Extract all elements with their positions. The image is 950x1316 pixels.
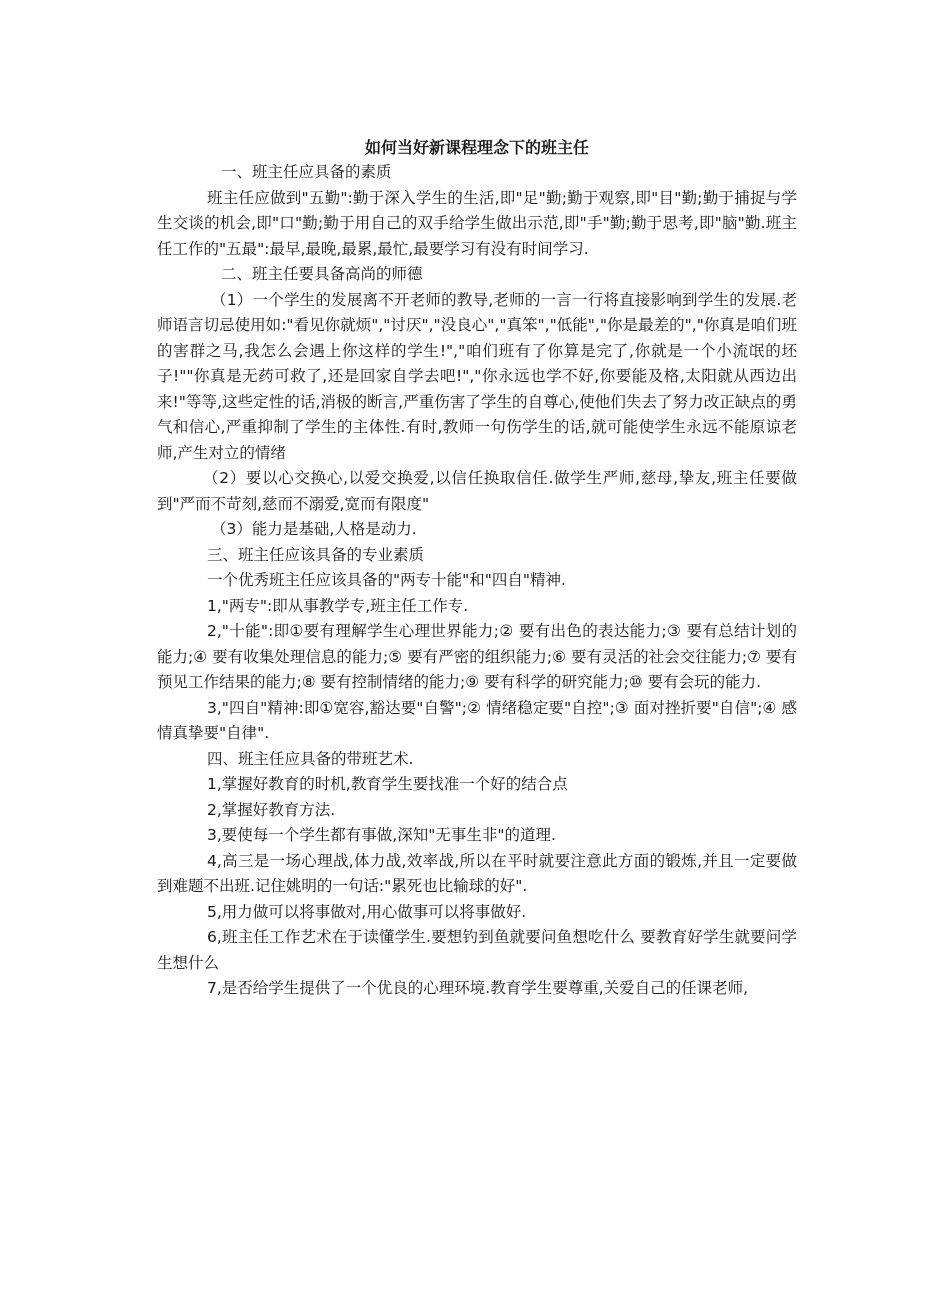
list-item-1: 1,掌握好教育的时机,教育学生要找准一个好的结合点 [207,775,568,793]
section-heading-3: 三、班主任应该具备的专业素质 [207,545,425,564]
section-heading-4: 四、班主任应具备的带班艺术. [207,749,414,768]
paragraph-item-3: （3）能力是基础,人格是动力. [211,520,417,538]
document-title: 如何当好新课程理念下的班主任 [364,138,589,157]
paragraph-two-specialties: 1,"两专":即从事教学专,班主任工作专. [207,596,469,615]
list-item-6: 6,班主任工作艺术在于读懂学生.要想钓到鱼就要问鱼想吃什么 要教育好学生就要问学生想什么 [157,928,797,972]
list-item-5: 5,用力做可以将事做对,用心做事可以将事做好. [207,902,527,921]
list-item-4: 4,高三是一场心理战,体力战,效率战,所以在平时就要注意此方面的锻炼,并且一定要做到难题不出班.记住姚明的一句话:"累死也比输球的好". [157,851,797,895]
paragraph-item-2: （2）要以心交换心,以爱交换爱,以信任换取信任.做学生严师,慈母,挚友,班主任要做到"严而不苛刻,慈而不溺爱,宽而有限度" [157,469,797,513]
list-item-2: 2,掌握好教育方法. [207,800,336,819]
paragraph-five-diligences: 班主任应做到"五勤":勤于深入学生的生活,即"足"勤;勤于观察,即"目"勤;勤于捕捉与学生交谈的机会,即"口"勤;勤于用自己的双手给学生做出示范,即"手"勤;勤于思考,即"脑"勤.班主任工作的"五最":最早,最晚,最累,最忙,最要学习有没有时间学习. [157,188,797,258]
paragraph-four-selfs: 3,"四自"精神:即①宽容,豁达要"自警";② 情绪稳定要"自控";③ 面对挫折要"自信";④ 感情真挚要"自律". [157,698,797,742]
list-item-7: 7,是否给学生提供了一个优良的心理环境.教育学生要尊重,关爱自己的任课老师, [207,979,749,997]
paragraph-ten-abilities: 2,"十能":即①要有理解学生心理世界能力;② 要有出色的表达能力;③ 要有总结计划的能力;④ 要有收集处理信息的能力;⑤ 要有严密的组织能力;⑥ 要有灵活的社会交往能力;⑦ 要有预见工作结果的能力;⑧ 要有控制情绪的能力;⑨ 要有科学的研究能力;⑩ 要有会玩的能力. [157,622,797,691]
list-item-3: 3,要使每一个学生都有事做,深知"无事生非"的道理. [207,826,556,844]
document-body [157,136,797,1002]
paragraph-two-ten-four: 一个优秀班主任应该具备的"两专十能"和"四自"精神. [207,571,566,589]
paragraph-item-1: （1）一个学生的发展离不开老师的教导,老师的一言一行将直接影响到学生的发展.老师语言切忌使用如:"看见你就烦","讨厌","没良心","真笨","低能","你是最差的","你真是咱们班的害群之马,我怎么会遇上你这样的学生!","咱们班有了你算是完了,你就是一个小流氓的坯子!""你真是无药可救了,还是回家自学去吧!","你永远也学不好,你要能及格,太阳就从西边出来!"等等,这些定性的话,消极的断言,严重伤害了学生的自尊心,使他们失去了努力改正缺点的勇气和信心,严重抑制了学生的主体性.有时,教师一句伤学生的话,就可能使学生永远不能原谅老师,产生对立的情绪 [157,290,797,462]
section-heading-2: 二、班主任要具备高尚的师德 [221,265,423,283]
section-heading-1: 一、班主任应具备的素质 [221,163,392,181]
